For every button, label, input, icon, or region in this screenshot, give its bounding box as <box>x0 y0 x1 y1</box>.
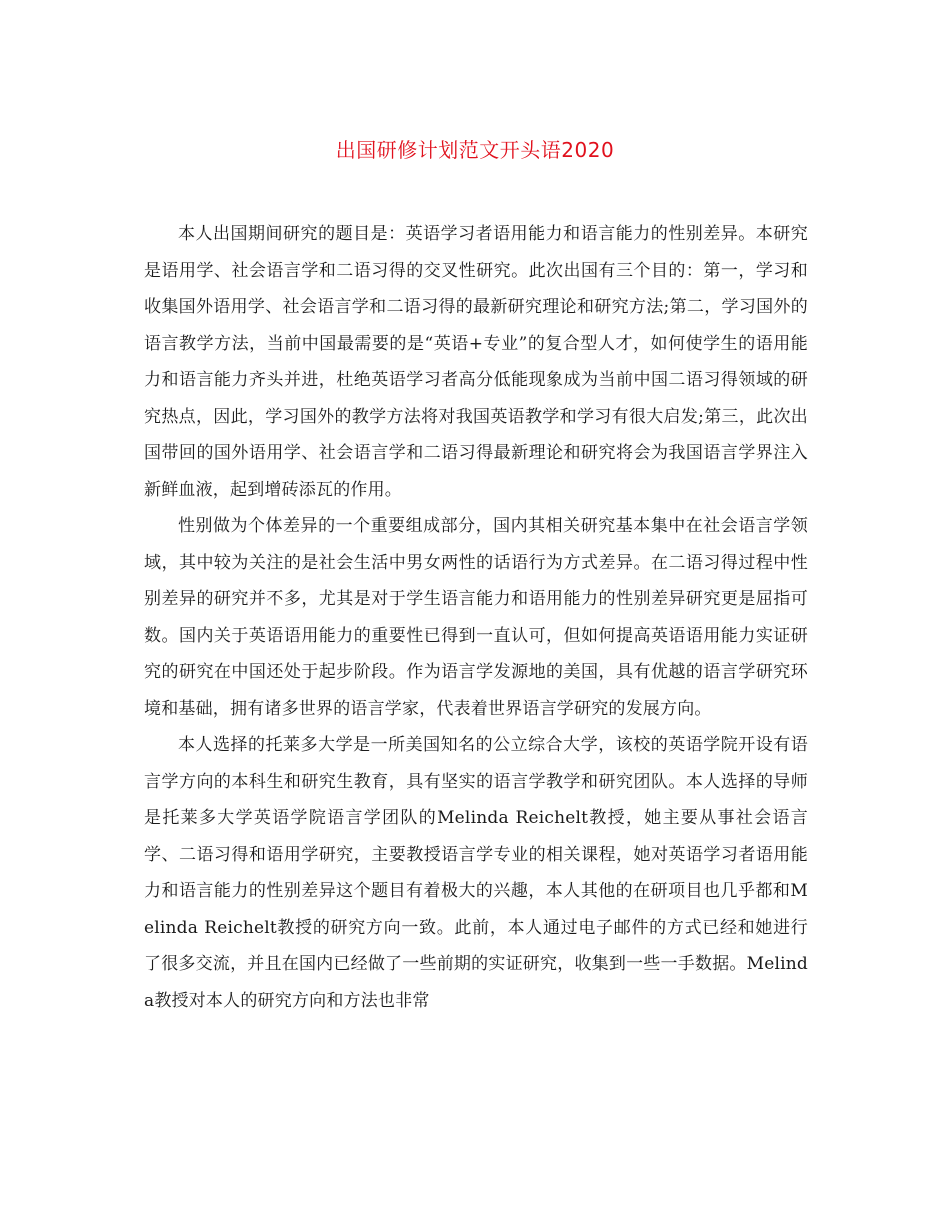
paragraph-2: 性别做为个体差异的一个重要组成部分，国内其相关研究基本集中在社会语言学领域，其中较为关注的是社会生活中男女两性的话语行为方式差异。在二语习得过程中性别差异的研究并不多，尤其是对于学生语言能力和语用能力的性别差异研究更是屈指可数。国内关于英语语用能力的重要性已得到一直认可，但如何提高英语语用能力实证研究的研究在中国还处于起步阶段。作为语言学发源地的美国，具有优越的语言学研究环境和基础，拥有诸多世界的语言学家，代表着世界语言学研究的发展方向。 <box>144 516 808 719</box>
paragraph-3: 本人选择的托莱多大学是一所美国知名的公立综合大学，该校的英语学院开设有语言学方向的本科生和研究生教育，具有坚实的语言学教学和研究团队。本人选择的导师是托莱多大学英语学院语言学团队的Melinda Reichelt教授，她主要从事社会语言学、二语习得和语用学研究，主要教授语言学专业的相关课程，她对英语学习者语用能力和语言能力的性别差异这个题目有着极大的兴趣，本人其他的在研项目也几乎都和Melinda Reichelt教授的研究方向一致。此前，本人通过电子邮件的方式已经和她进行了很多交流，并且在国内已经做了一些前期的实证研究，收集到一些一手数据。Melinda教授对本人的研究方向和方法也非常 <box>144 735 808 1011</box>
document-body <box>144 216 808 1019</box>
document-title: 出国研修计划范文开头语2020 <box>335 138 615 162</box>
paragraph-1: 本人出国期间研究的题目是：英语学习者语用能力和语言能力的性别差异。本研究是语用学、社会语言学和二语习得的交叉性研究。此次出国有三个目的：第一，学习和收集国外语用学、社会语言学和二语习得的最新研究理论和研究方法;第二，学习国外的语言教学方法，当前中国最需要的是“英语+专业”的复合型人才，如何使学生的语用能力和语言能力齐头并进，杜绝英语学习者高分低能现象成为当前中国二语习得领域的研究热点，因此，学习国外的教学方法将对我国英语教学和学习有很大启发;第三，此次出国带回的国外语用学、社会语言学和二语习得最新理论和研究将会为我国语言学界注入新鲜血液，起到增砖添瓦的作用。 <box>144 224 808 500</box>
